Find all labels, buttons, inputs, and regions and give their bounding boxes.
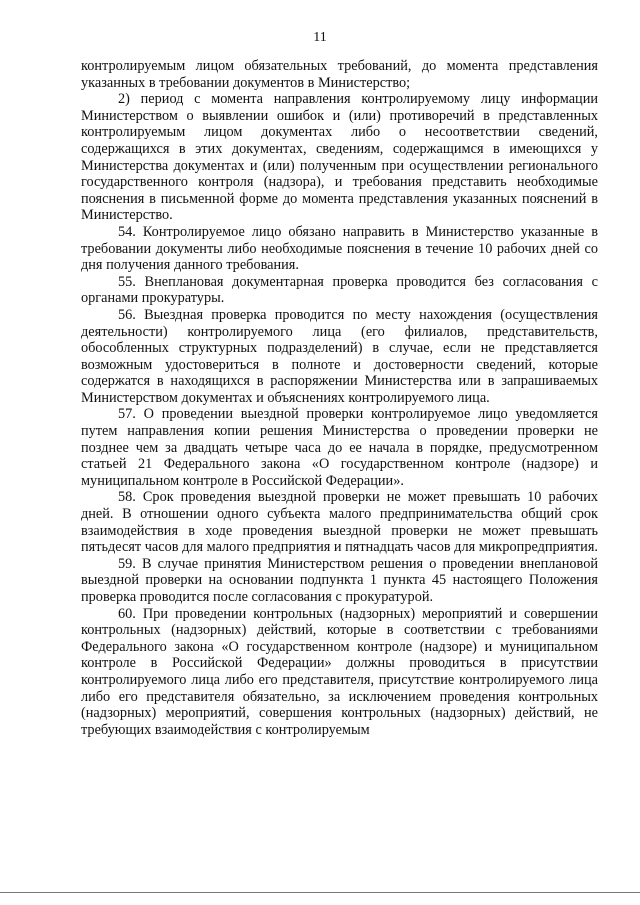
paragraph-57: 57. О проведении выездной проверки контролируемое лицо уведомляется путем направления копии решения Министерства о проведении проверки не позднее чем за двадцать четыре часа до ее начала в порядке, предусмотренном статьей 21 Федерального закона «О государственном контроле (надзоре) и муниципальном контроле в Российской Федерации». [81,406,598,489]
page-bottom-edge [0,892,640,893]
paragraph-60: 60. При проведении контрольных (надзорных) мероприятий и совершении контрольных (надзорных) действий, которые в соответствии с требованиями Федерального закона «О государственном контроле (надзоре) и муниципальном контроле в Российской Федерации» должны проводиться в присутствии контролируемого лица либо его представителя, присутствие контролируемого лица либо его представителя обязательно, за исключением проведения контрольных (надзорных) мероприятий, совершения контрольных (надзорных) действий, не требующих взаимодействия с контролируемым [81,605,598,738]
paragraph-59: 59. В случае принятия Министерством решения о проведении внеплановой выездной проверки на основании подпункта 1 пункта 45 настоящего Положения проверка проводится после согласования с прокуратурой. [81,555,598,605]
paragraph-item-2: 2) период с момента направления контролируемому лицу информации Министерством о выявлении ошибок и (или) противоречий в представленных контролируемым лицом документах либо о несоответствии сведений, содержащихся в этих документах, сведениям, содержащимся в имеющихся у Министерства документах и (или) полученным при осуществлении регионального государственного контроля (надзора), и требования представить необходимые пояснения в письменной форме до момента представления указанных пояснений в Министерство. [81,91,598,224]
paragraph-54: 54. Контролируемое лицо обязано направить в Министерство указанные в требовании документы либо необходимые пояснения в течение 10 рабочих дней со дня получения данного требования. [81,223,598,274]
paragraph-58: 58. Срок проведения выездной проверки не может превышать 10 рабочих дней. В отношении одного субъекта малого предпринимательства общий срок взаимодействия в ходе проведения выездной проверки не может превышать пятьдесят часов для малого предприятия и пятнадцать часов для микропредприятия. [81,489,598,556]
paragraph-55: 55. Внеплановая документарная проверка проводится без согласования с органами прокуратуры. [81,273,598,307]
paragraph-continuation: контролируемым лицом обязательных требований, до момента представления указанных в требовании документов в Министерство; [81,58,598,91]
page-number: 11 [313,30,327,45]
document-body [81,58,598,738]
paragraph-56: 56. Выездная проверка проводится по месту нахождения (осуществления деятельности) контролируемого лица (его филиалов, представительств, обособленных структурных подразделений) в случае, если не представляется возможным удостовериться в полноте и достоверности сведений, которые содержатся в находящихся в распоряжении Министерства или в запрашиваемых Министерством документах и объяснениях контролируемого лица. [81,306,598,406]
